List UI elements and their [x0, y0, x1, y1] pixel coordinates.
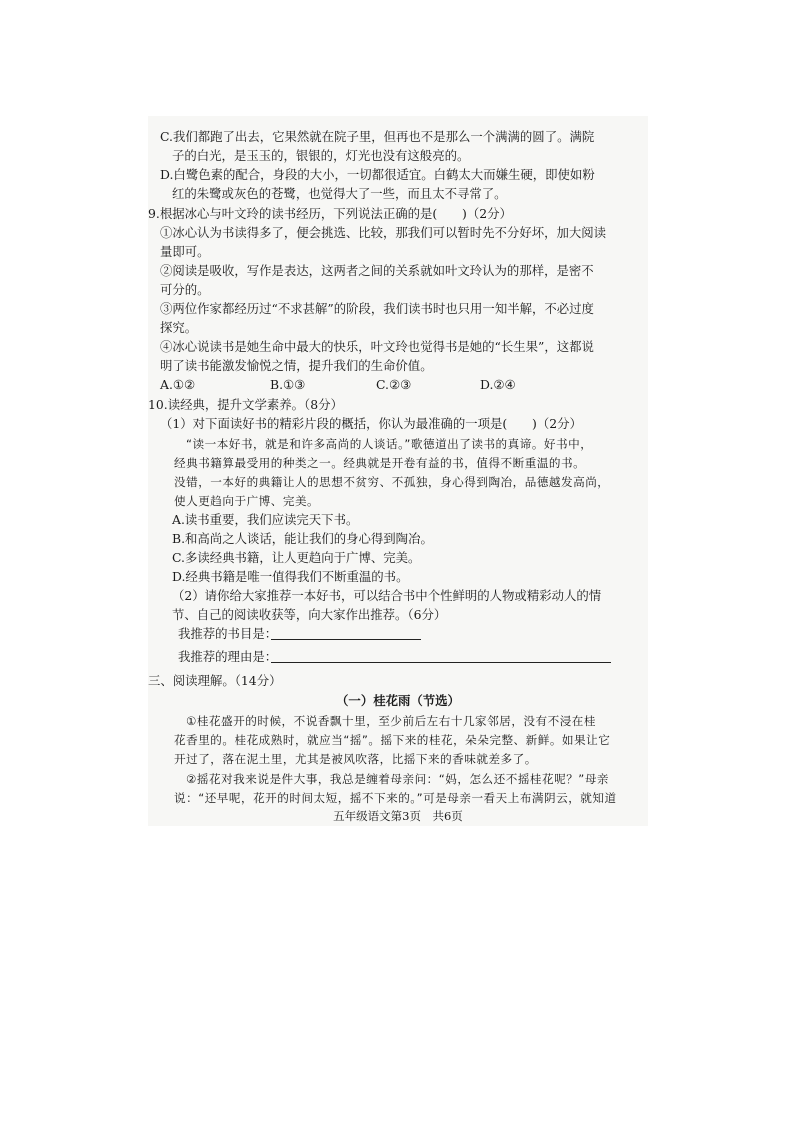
reading-title: （一）桂花雨（节选）: [336, 693, 460, 708]
q9-option-b: B.①③: [270, 377, 306, 392]
section-3-heading: 三、阅读理解。（14分）: [148, 673, 282, 688]
q10-option-c: C.多读经典书籍，让人更趋向于广博、完美。: [172, 550, 421, 565]
question-10: 10.读经典，提升文学素养。（8分）: [148, 397, 343, 412]
option-d-line-1: D.白鹭色素的配合，身段的大小，一切都很适宜。白鹤太大而嫌生硬，即使如粉: [160, 167, 595, 182]
q9-option-c: C.②③: [376, 377, 412, 392]
q9-item-4-line-1: ④冰心说读书是她生命中最大的快乐，叶文玲也觉得书是她的“长生果”，这都说: [160, 339, 594, 354]
exam-page: [148, 116, 648, 826]
reading-line-2: 花香里的。桂花成熟时，就应当“摇”。摇下来的桂花，朵朵完整、新鲜。如果让它: [174, 733, 611, 747]
option-c-line-1: C.我们都跑了出去，它果然就在院子里，但再也不是那么一个满满的圆了。满院: [160, 129, 595, 144]
option-d-line-2: 红的朱鹭或灰色的苍鹭，也觉得大了一些，而且太不寻常了。: [172, 186, 507, 201]
reading-line-4: ②摇花对我来说是件大事，我总是缠着母亲问：“妈，怎么还不摇桂花呢？”母亲: [186, 772, 610, 786]
q10-part-1: （1）对下面读好书的精彩片段的概括，你认为最准确的一项是( )（2分）: [160, 416, 582, 431]
q9-item-3-line-2: 探究。: [160, 320, 198, 335]
passage-line-3: 没错，一本好的典籍让人的思想不贫穷、不孤独，身心得到陶冶，品德越发高尚，: [174, 475, 610, 489]
q9-option-a: A.①②: [160, 377, 196, 392]
recommend-reason-blank[interactable]: [271, 662, 611, 663]
passage-line-2: 经典书籍算最受用的种类之一。经典就是开卷有益的书，值得不断重温的书。: [174, 456, 586, 470]
q9-item-4-line-2: 明了读书能激发愉悦之情，提升我们的生命价值。: [160, 358, 433, 373]
recommend-reason-label: 我推荐的理由是：: [178, 649, 278, 664]
q10-option-b: B.和高尚之人谈话，能让我们的身心得到陶冶。: [172, 531, 433, 546]
q10-option-a: A.读书重要，我们应读完天下书。: [172, 512, 359, 527]
passage-line-1: “读一本好书，就是和许多高尚的人谈话。”歌德道出了读书的真谛。好书中，: [186, 437, 593, 451]
q10-part-2-line-2: 节、自己的阅读收获等，向大家作出推荐。（6分）: [172, 607, 447, 622]
recommend-book-blank[interactable]: [271, 639, 421, 640]
q9-option-d: D.②④: [480, 377, 516, 392]
recommend-book-label: 我推荐的书目是：: [178, 626, 278, 641]
reading-line-3: 开过了，落在泥土里，尤其是被风吹落，比摇下来的香味就差多了。: [174, 752, 537, 766]
q10-option-d: D.经典书籍是唯一值得我们不断重温的书。: [172, 569, 409, 584]
passage-line-4: 使人更趋向于广博、完美。: [174, 494, 320, 508]
reading-line-1: ①桂花盛开的时候，不说香飘十里，至少前后左右十几家邻居，没有不浸在桂: [186, 714, 596, 728]
q9-item-2-line-1: ②阅读是吸收，写作是表达，这两者之间的关系就如叶文玲认为的那样，是密不: [160, 263, 594, 278]
q9-item-1-line-2: 量即可。: [160, 244, 210, 259]
reading-line-5: 说：“还早呢，花开的时间太短，摇不下来的。”可是母亲一看天上布满阴云，就知道: [174, 791, 617, 805]
q9-item-1-line-1: ①冰心认为书读得多了，便会挑选、比较，那我们可以暂时先不分好坏，加大阅读: [160, 225, 607, 240]
q10-part-2-line-1: （2）请你给大家推荐一本好书，可以结合书中个性鲜明的人物或精彩动人的情: [172, 588, 602, 603]
q9-item-3-line-1: ③两位作家都经历过“不求甚解”的阶段，我们读书时也只用一知半解，不必过度: [160, 301, 594, 316]
option-c-line-2: 子的白光，是玉玉的，银银的，灯光也没有这般亮的。: [172, 148, 470, 163]
page-footer: 五年级语文第3页 共6页: [333, 809, 463, 823]
q9-item-2-line-2: 可分的。: [160, 282, 210, 297]
question-9: 9.根据冰心与叶文玲的读书经历，下列说法正确的是( )（2分）: [148, 206, 512, 221]
